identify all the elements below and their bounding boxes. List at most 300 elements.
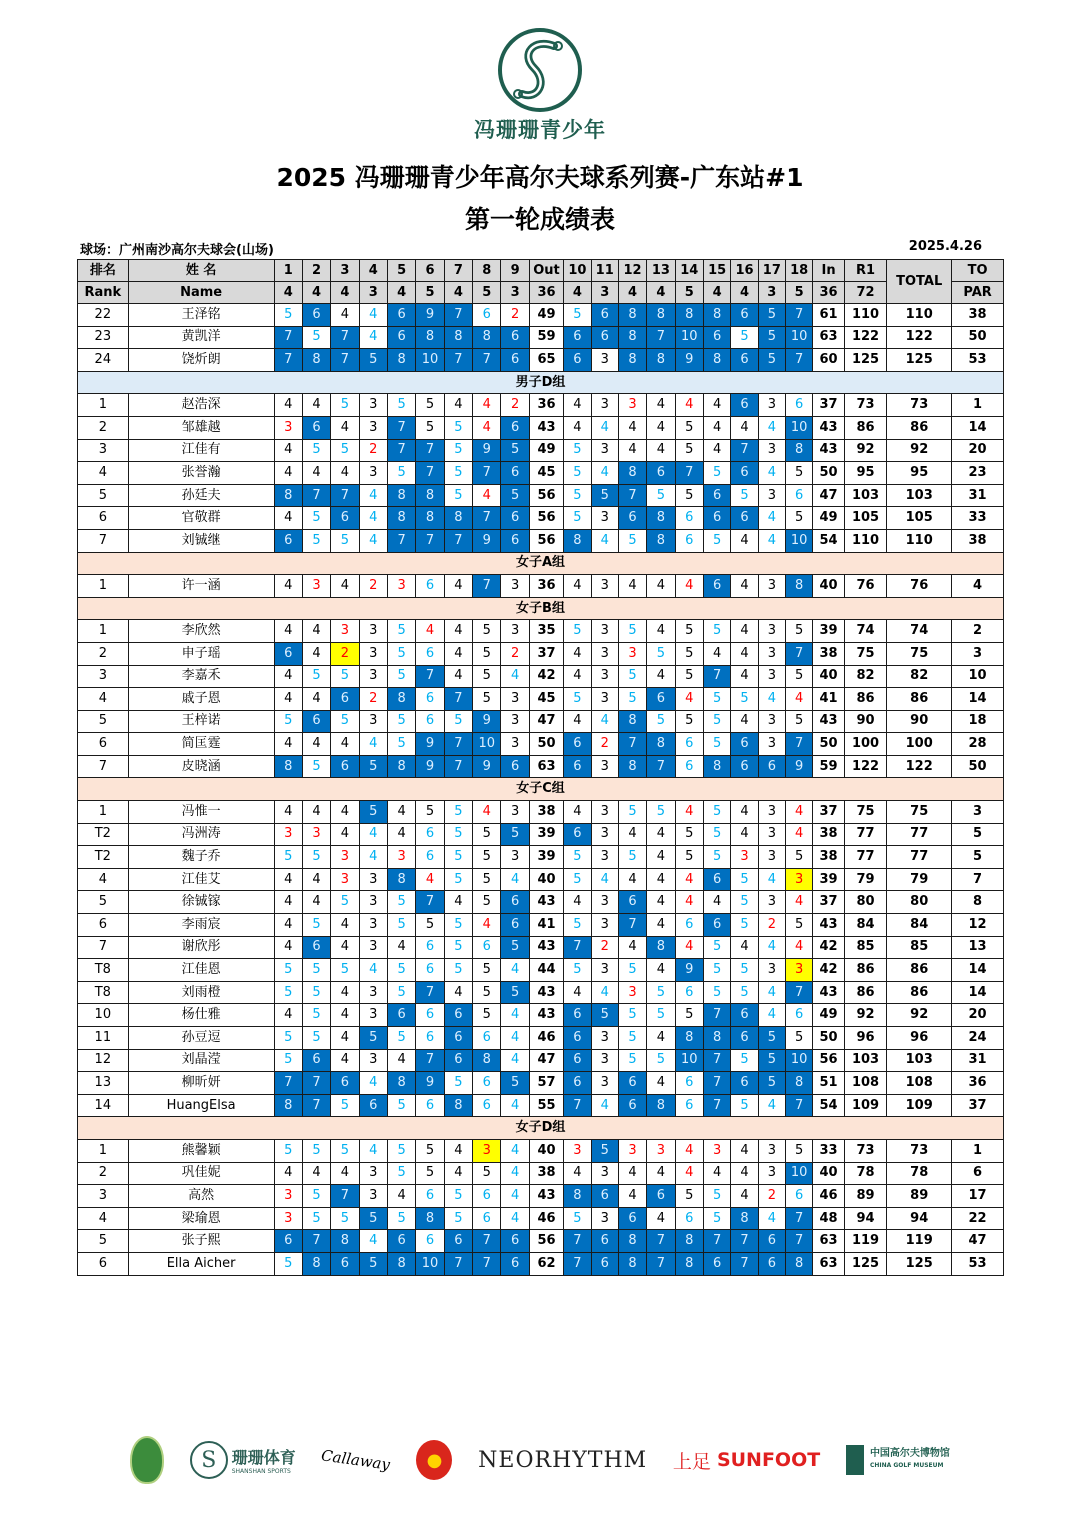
hole-score: 5 [703,688,730,711]
hole-score: 4 [274,507,302,530]
hole-score: 4 [501,1004,529,1027]
hole-score: 2 [591,733,618,756]
hole-score: 3 [501,620,529,643]
hole-score: 6 [444,1049,472,1072]
hole-score: 7 [331,484,359,507]
hole-score: 6 [501,326,529,349]
hole-score: 5 [473,981,501,1004]
hole-score: 8 [473,1049,501,1072]
out-total: 59 [529,326,563,349]
hole-score: 5 [501,981,529,1004]
to-par: 12 [952,914,1004,937]
hole-score: 5 [387,981,415,1004]
hole-score: 4 [473,914,501,937]
hole-score: 4 [331,462,359,485]
hole-score: 4 [331,416,359,439]
hole-score: 5 [302,846,330,869]
header-par-20: 72 [844,282,887,304]
hole-score: 4 [501,1049,529,1072]
hole-score: 6 [331,688,359,711]
to-par: 23 [952,462,1004,485]
header-hole-4: 5 [387,260,415,282]
hole-score: 5 [786,846,813,869]
hole-score: 6 [675,529,703,552]
sponsor-club-badge [130,1436,164,1484]
player-name: 柳昕妍 [128,1072,274,1095]
hole-score: 9 [786,755,813,778]
hole-score: 10 [786,326,813,349]
hole-score: 3 [618,394,646,417]
hole-score: 5 [274,710,302,733]
hole-score: 4 [302,868,330,891]
round1-total: 125 [844,1252,887,1275]
to-par: 22 [952,1207,1004,1230]
grand-total: 103 [887,1049,952,1072]
hole-score: 6 [758,755,785,778]
hole-score: 5 [647,981,675,1004]
hole-score: 6 [703,575,730,598]
hole-score: 3 [331,620,359,643]
header-par-6: 4 [444,282,472,304]
hole-score: 4 [274,733,302,756]
hole-score: 8 [387,484,415,507]
in-total: 37 [813,801,844,824]
hole-score: 5 [731,1094,758,1117]
table-row [78,914,1004,937]
hole-score: 8 [647,529,675,552]
grand-total: 82 [887,665,952,688]
rank-cell: 6 [78,1252,129,1275]
grand-total: 77 [887,846,952,869]
round1-total: 100 [844,733,887,756]
in-total: 39 [813,868,844,891]
to-par: 5 [952,846,1004,869]
hole-score: 6 [731,1004,758,1027]
hole-score: 10 [786,1162,813,1185]
header-hole-3: 4 [359,260,387,282]
hole-score: 6 [416,846,444,869]
hole-score: 5 [302,326,330,349]
hole-score: 6 [703,868,730,891]
hole-score: 6 [618,1094,646,1117]
hole-score: 6 [387,1004,415,1027]
hole-score: 5 [359,1027,387,1050]
out-total: 56 [529,507,563,530]
page-subtitle: 第一轮成绩表 [464,205,615,234]
hole-score: 5 [786,710,813,733]
hole-score: 7 [703,1094,730,1117]
hole-score: 4 [274,801,302,824]
grand-total: 122 [887,755,952,778]
hole-score: 4 [758,416,785,439]
hole-score: 6 [387,326,415,349]
rank-cell: 4 [78,688,129,711]
hole-score: 5 [618,529,646,552]
out-total: 37 [529,642,563,665]
round1-total: 103 [844,1049,887,1072]
hole-score: 5 [758,326,785,349]
grand-total: 105 [887,507,952,530]
out-total: 38 [529,801,563,824]
hole-score: 8 [473,326,501,349]
hole-score: 4 [564,710,591,733]
hole-score: 5 [703,1207,730,1230]
hole-score: 6 [564,1004,591,1027]
hole-score: 4 [591,416,618,439]
scoreboard-table [77,259,1004,1276]
hole-score: 4 [647,1162,675,1185]
hole-score: 4 [647,846,675,869]
player-name: 刘雨橙 [128,981,274,1004]
hole-score: 3 [591,349,618,372]
hole-score: 4 [302,801,330,824]
header-hole-9: Out [529,260,563,282]
hole-score: 4 [731,575,758,598]
sponsor-sub: SHANSHAN SPORTS [231,1468,291,1475]
hole-score: 5 [331,891,359,914]
header-hole-11: 11 [591,260,618,282]
hole-score: 5 [387,642,415,665]
hole-score: 4 [647,575,675,598]
out-total: 39 [529,823,563,846]
hole-score: 7 [274,349,302,372]
to-par: 2 [952,620,1004,643]
player-name: 高然 [128,1185,274,1208]
hole-score: 5 [416,914,444,937]
hole-score: 3 [731,846,758,869]
hole-score: 5 [331,710,359,733]
round1-total: 73 [844,394,887,417]
hole-score: 8 [675,304,703,327]
to-par: 3 [952,801,1004,824]
hole-score: 5 [647,801,675,824]
hole-score: 3 [387,575,415,598]
hole-score: 3 [758,710,785,733]
hole-score: 9 [473,529,501,552]
hole-score: 5 [473,620,501,643]
group-title: 女子D组 [78,1117,1004,1140]
hole-score: 5 [473,1004,501,1027]
hole-score: 5 [564,507,591,530]
hole-score: 10 [675,1049,703,1072]
hole-score: 3 [758,823,785,846]
hole-score: 8 [618,349,646,372]
hole-score: 5 [387,1094,415,1117]
out-total: 45 [529,462,563,485]
hole-score: 2 [331,642,359,665]
table-row [78,1072,1004,1095]
hole-score: 4 [731,936,758,959]
hole-score: 5 [473,959,501,982]
hole-score: 10 [416,349,444,372]
hole-score: 3 [359,1162,387,1185]
hole-score: 6 [416,936,444,959]
round1-total: 78 [844,1162,887,1185]
hole-score: 6 [591,1252,618,1275]
hole-score: 5 [387,710,415,733]
hole-score: 5 [501,439,529,462]
hole-score: 4 [703,439,730,462]
hole-score: 4 [731,416,758,439]
round1-total: 80 [844,891,887,914]
hole-score: 4 [703,642,730,665]
hole-score: 6 [618,507,646,530]
out-total: 42 [529,665,563,688]
table-row [78,959,1004,982]
header-hole-13: 13 [647,260,675,282]
grand-total: 89 [887,1185,952,1208]
player-name: 张誉瀚 [128,462,274,485]
to-par: 53 [952,1252,1004,1275]
hole-score: 6 [416,642,444,665]
hole-score: 4 [731,1162,758,1185]
hole-score: 7 [444,1252,472,1275]
table-row [78,801,1004,824]
hole-score: 8 [675,1027,703,1050]
to-par: 14 [952,981,1004,1004]
grand-total: 86 [887,981,952,1004]
player-name: HuangElsa [128,1094,274,1117]
round1-total: 84 [844,914,887,937]
hole-score: 4 [564,981,591,1004]
hole-score: 6 [416,1185,444,1208]
hole-score: 4 [647,959,675,982]
hole-score: 6 [758,1252,785,1275]
hole-score: 6 [731,349,758,372]
hole-score: 4 [647,1207,675,1230]
hole-score: 5 [302,1027,330,1050]
hole-score: 6 [618,1207,646,1230]
hole-score: 10 [786,416,813,439]
hole-score: 7 [387,439,415,462]
hole-score: 5 [387,665,415,688]
hole-score: 5 [675,710,703,733]
hole-score: 6 [302,416,330,439]
hole-score: 6 [703,914,730,937]
header-hole-20: R1 [844,260,887,282]
hole-score: 4 [274,1004,302,1027]
hole-score: 4 [302,1162,330,1185]
hole-score: 3 [591,959,618,982]
hole-score: 6 [564,349,591,372]
out-total: 36 [529,575,563,598]
header-name-cn: 姓 名 [128,260,274,282]
hole-score: 8 [416,1207,444,1230]
hole-score: 3 [758,394,785,417]
hole-score: 6 [501,1230,529,1253]
rank-cell: 4 [78,868,129,891]
hole-score: 8 [274,484,302,507]
grand-total: 86 [887,688,952,711]
header-holes-row [78,260,1004,282]
hole-score: 7 [473,1252,501,1275]
rank-cell: 4 [78,1207,129,1230]
hole-score: 4 [703,416,730,439]
hole-score: 9 [473,710,501,733]
hole-score: 7 [387,529,415,552]
hole-score: 3 [564,1139,591,1162]
hole-score: 5 [444,439,472,462]
hole-score: 6 [703,507,730,530]
hole-score: 5 [331,959,359,982]
table-row [78,1094,1004,1117]
hole-score: 6 [387,1230,415,1253]
hole-score: 5 [647,1004,675,1027]
hole-score: 3 [591,642,618,665]
hole-score: 5 [703,846,730,869]
out-total: 47 [529,710,563,733]
player-name: 赵浩深 [128,394,274,417]
rank-cell: 7 [78,755,129,778]
hole-score: 6 [675,733,703,756]
hole-score: 8 [647,1094,675,1117]
round1-total: 110 [844,529,887,552]
out-total: 47 [529,1049,563,1072]
hole-score: 5 [675,1004,703,1027]
header-rank-en: Rank [78,282,129,304]
table-row [78,1207,1004,1230]
hole-score: 5 [473,688,501,711]
hole-score: 6 [647,688,675,711]
in-total: 40 [813,1162,844,1185]
hole-score: 5 [416,1162,444,1185]
player-name: 简匡霆 [128,733,274,756]
hole-score: 8 [387,1072,415,1095]
hole-score: 4 [758,1207,785,1230]
hole-score: 5 [302,439,330,462]
hole-score: 7 [647,1252,675,1275]
hole-score: 5 [302,507,330,530]
hole-score: 5 [703,620,730,643]
hole-score: 5 [675,620,703,643]
hole-score: 3 [618,1139,646,1162]
hole-score: 3 [359,620,387,643]
sponsor-label: 中国高尔夫博物馆 [869,1448,950,1459]
hole-score: 5 [473,823,501,846]
hole-score: 8 [444,1094,472,1117]
in-total: 54 [813,529,844,552]
player-name: 饶炘朗 [128,349,274,372]
table-row [78,1252,1004,1275]
grand-total: 119 [887,1230,952,1253]
hole-score: 5 [274,959,302,982]
hole-score: 4 [647,823,675,846]
hole-score: 4 [444,620,472,643]
group-header-row [78,778,1004,801]
hole-score: 4 [758,529,785,552]
in-total: 43 [813,981,844,1004]
in-total: 40 [813,575,844,598]
hole-score: 4 [444,394,472,417]
hole-score: 7 [473,349,501,372]
hole-score: 3 [501,801,529,824]
hole-score: 6 [501,349,529,372]
hole-score: 10 [675,326,703,349]
to-par: 31 [952,1049,1004,1072]
hole-score: 8 [786,575,813,598]
hole-score: 8 [703,1027,730,1050]
table-row [78,846,1004,869]
hole-score: 6 [786,1004,813,1027]
hole-score: 4 [274,936,302,959]
hole-score: 2 [501,642,529,665]
round1-total: 119 [844,1230,887,1253]
hole-score: 4 [591,462,618,485]
hole-score: 7 [786,1230,813,1253]
round1-total: 92 [844,1004,887,1027]
hole-score: 6 [331,507,359,530]
sponsor-bee-badge [416,1440,452,1480]
rank-cell: 13 [78,1072,129,1095]
in-total: 43 [813,439,844,462]
hole-score: 6 [473,1185,501,1208]
hole-score: 4 [731,642,758,665]
fss-logo-icon [494,24,586,116]
hole-score: 5 [731,1049,758,1072]
hole-score: 9 [416,304,444,327]
hole-score: 3 [758,484,785,507]
hole-score: 4 [731,1185,758,1208]
hole-score: 8 [703,755,730,778]
in-total: 46 [813,1185,844,1208]
hole-score: 3 [758,620,785,643]
in-total: 49 [813,1004,844,1027]
hole-score: 3 [618,981,646,1004]
hole-score: 5 [758,1072,785,1095]
table-row [78,1162,1004,1185]
hole-score: 6 [416,1230,444,1253]
hole-score: 4 [647,891,675,914]
hole-score: 6 [416,823,444,846]
hole-score: 2 [758,914,785,937]
hole-score: 6 [331,1072,359,1095]
hole-score: 9 [675,959,703,982]
hole-score: 5 [758,349,785,372]
sponsor-neorhythm [478,1448,647,1473]
hole-score: 5 [302,1185,330,1208]
rank-cell: 23 [78,326,129,349]
hole-score: 8 [387,349,415,372]
hole-score: 6 [647,462,675,485]
hole-score: 7 [731,439,758,462]
hole-score: 2 [359,688,387,711]
to-par: 20 [952,1004,1004,1027]
hole-score: 3 [359,394,387,417]
header-hole-8: 9 [501,260,529,282]
hole-score: 6 [703,1252,730,1275]
hole-score: 7 [302,1094,330,1117]
hole-score: 6 [786,394,813,417]
hole-score: 4 [331,1027,359,1050]
in-total: 48 [813,1207,844,1230]
hole-score: 5 [387,891,415,914]
table-row [78,394,1004,417]
hole-score: 4 [786,936,813,959]
sponsor-callaway [320,1446,392,1474]
table-row [78,981,1004,1004]
round1-total: 108 [844,1072,887,1095]
header-hole-2: 3 [331,260,359,282]
rank-cell: 3 [78,665,129,688]
hole-score: 3 [359,642,387,665]
header-par-2: 4 [331,282,359,304]
table-row [78,1004,1004,1027]
header-par-14: 5 [675,282,703,304]
player-name: 徐铖镓 [128,891,274,914]
hole-score: 5 [703,1185,730,1208]
hole-score: 5 [473,665,501,688]
hole-score: 5 [564,846,591,869]
